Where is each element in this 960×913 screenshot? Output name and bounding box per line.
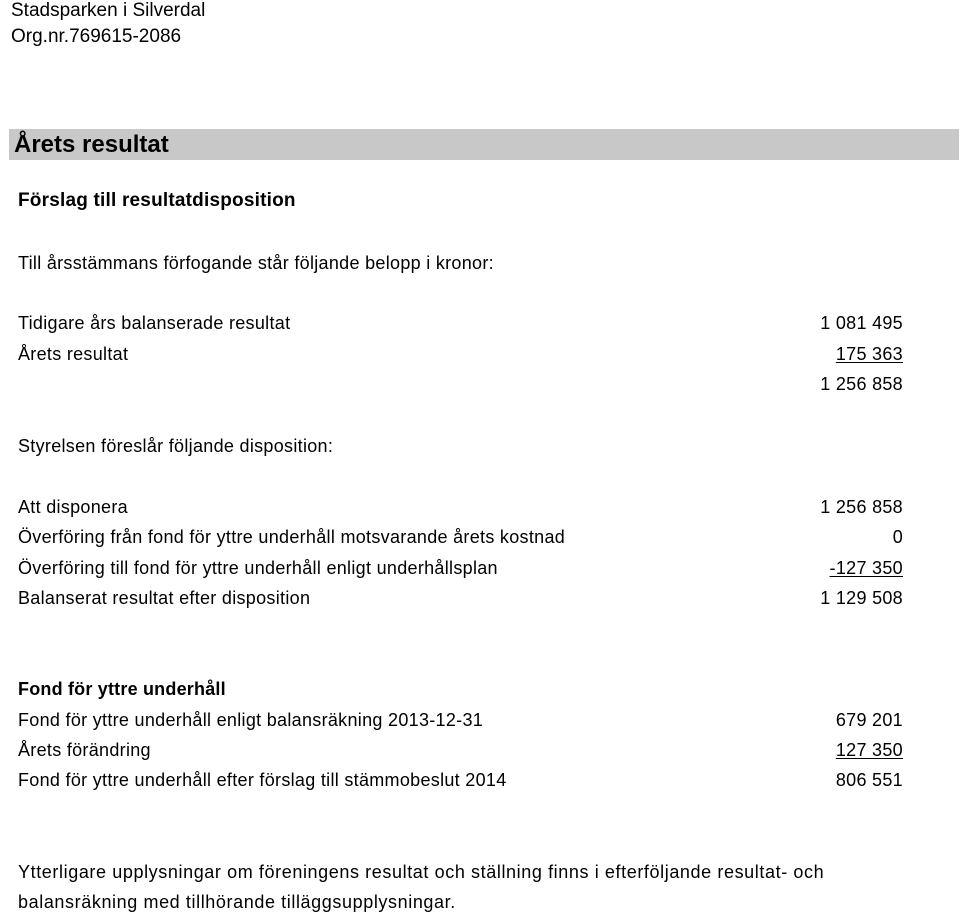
- association-name: Stadsparken i Silverdal: [11, 0, 206, 21]
- fund-row-label: Årets förändring: [18, 740, 151, 760]
- disposition-row-value: -127 350: [829, 558, 903, 578]
- proposal-row-label: Tidigare års balanserade resultat: [18, 313, 291, 333]
- org-number: Org.nr.769615-2086: [11, 26, 182, 47]
- section-banner: [9, 129, 959, 160]
- fund-heading: Fond för yttre underhåll: [18, 679, 226, 699]
- proposal-heading: Förslag till resultatdisposition: [18, 190, 296, 211]
- footer-note-line: balansräkning med tillhörande tilläggsupplysningar.: [18, 892, 456, 912]
- disposition-row-label: Att disponera: [18, 497, 128, 517]
- board-proposal-text: Styrelsen föreslår följande disposition:: [18, 436, 334, 456]
- disposition-row-value: 0: [892, 527, 903, 547]
- proposal-row-label: Årets resultat: [18, 344, 129, 364]
- proposal-total: 1 256 858: [820, 374, 903, 394]
- fund-row-label: Fond för yttre underhåll efter förslag till stämmobeslut 2014: [18, 770, 507, 790]
- proposal-intro: Till årsstämmans förfogande står följande belopp i kronor:: [18, 253, 494, 273]
- banner-title: Årets resultat: [14, 131, 169, 158]
- footer-note-line: Ytterligare upplysningar om föreningens resultat och ställning finns i efterföljande resultat- och: [18, 862, 825, 882]
- disposition-row-label: Överföring från fond för yttre underhåll motsvarande årets kostnad: [18, 527, 566, 547]
- proposal-row-value: 1 081 495: [820, 313, 903, 333]
- disposition-row-value: 1 256 858: [820, 497, 903, 517]
- disposition-row-label: Överföring till fond för yttre underhåll enligt underhållsplan: [18, 558, 498, 578]
- fund-row-value: 806 551: [835, 770, 903, 790]
- disposition-row-value: 1 129 508: [820, 588, 903, 608]
- fund-row-label: Fond för yttre underhåll enligt balansräkning 2013-12-31: [18, 710, 484, 730]
- fund-row-value: 679 201: [835, 710, 903, 730]
- proposal-row-value: 175 363: [835, 344, 903, 364]
- fund-row-value: 127 350: [835, 740, 903, 760]
- disposition-row-label: Balanserat resultat efter disposition: [18, 588, 311, 608]
